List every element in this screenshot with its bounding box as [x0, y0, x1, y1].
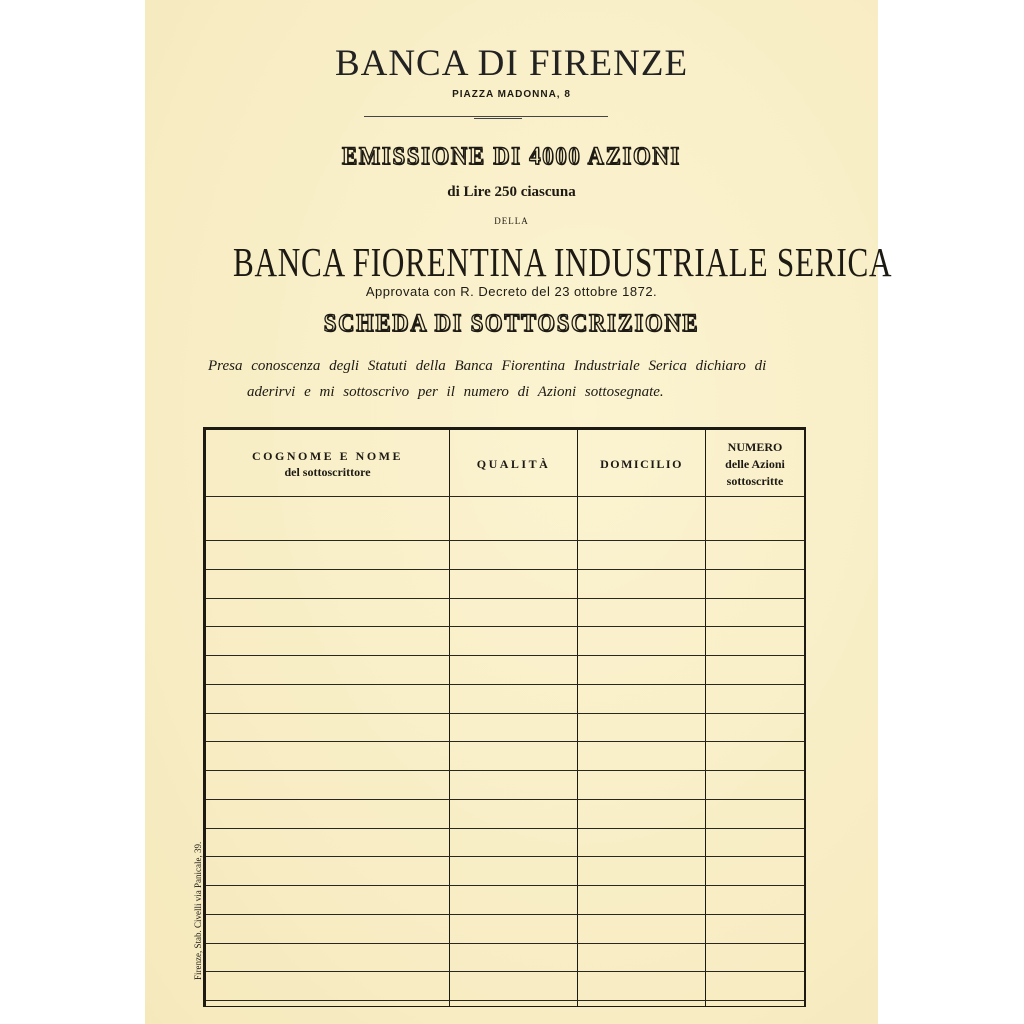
form-title: SCHEDA DI SOTTOSCRIZIONE: [323, 310, 700, 337]
table-row-line: [206, 856, 804, 857]
header-shares-line1: NUMERO: [727, 439, 783, 454]
table-row-line: [206, 598, 804, 599]
table-row-line: [206, 684, 804, 685]
table-row-line: [206, 569, 804, 570]
table-row-line: [206, 914, 804, 915]
header-name-sub: del sottoscrittore: [284, 465, 371, 479]
table-row-line: [206, 885, 804, 886]
table-row-line: [206, 496, 804, 497]
table-row-line: [206, 626, 804, 627]
header-name: [206, 430, 449, 498]
table-row-line: [206, 770, 804, 771]
header-domicile: [578, 430, 705, 498]
header-shares: [706, 430, 804, 498]
della-label: DELLA: [494, 216, 529, 226]
table-row-line: [206, 943, 804, 944]
column-divider: [449, 430, 450, 1006]
subscription-table: [203, 427, 806, 1007]
issue-title: EMISSIONE DI 4000 AZIONI: [342, 143, 681, 170]
divider-ornament: [474, 118, 522, 119]
table-row-line: [206, 971, 804, 972]
header-shares-line2: delle Azioni: [725, 456, 785, 471]
table-row-line: [206, 799, 804, 800]
header-quality-title: QUALITÀ: [476, 457, 551, 471]
company-name: BANCA FIORENTINA INDUSTRIALE SERICA: [232, 239, 893, 285]
approval-note: Approvata con R. Decreto del 23 ottobre 1872.: [365, 284, 658, 299]
divider: [364, 116, 608, 117]
column-divider: [577, 430, 578, 1006]
header-name-title: COGNOME E NOME: [252, 449, 403, 463]
header-domicile-title: DOMICILIO: [600, 457, 683, 471]
column-divider: [705, 430, 706, 1006]
declaration-line-2: aderirvi e mi sottoscrivo per il numero di Azioni sottosegnate.: [247, 384, 664, 400]
bank-address: PIAZZA MADONNA, 8: [452, 89, 571, 100]
table-row-line: [206, 828, 804, 829]
share-value: di Lire 250 ciascuna: [447, 184, 576, 200]
table-row-line: [206, 1000, 804, 1001]
table-row-line: [206, 713, 804, 714]
header-quality: [450, 430, 577, 498]
printer-imprint: Firenze, Stab. Civelli via Panicale, 39.: [193, 841, 203, 980]
bank-name: BANCA DI FIRENZE: [334, 43, 689, 84]
header-shares-line3: sottoscritte: [726, 473, 784, 488]
table-row-line: [206, 741, 804, 742]
table-row-line: [206, 655, 804, 656]
table-row-line: [206, 540, 804, 541]
declaration-line-1: Presa conoscenza degli Statuti della Banca Fiorentina Industriale Serica dichiaro di: [208, 358, 767, 374]
